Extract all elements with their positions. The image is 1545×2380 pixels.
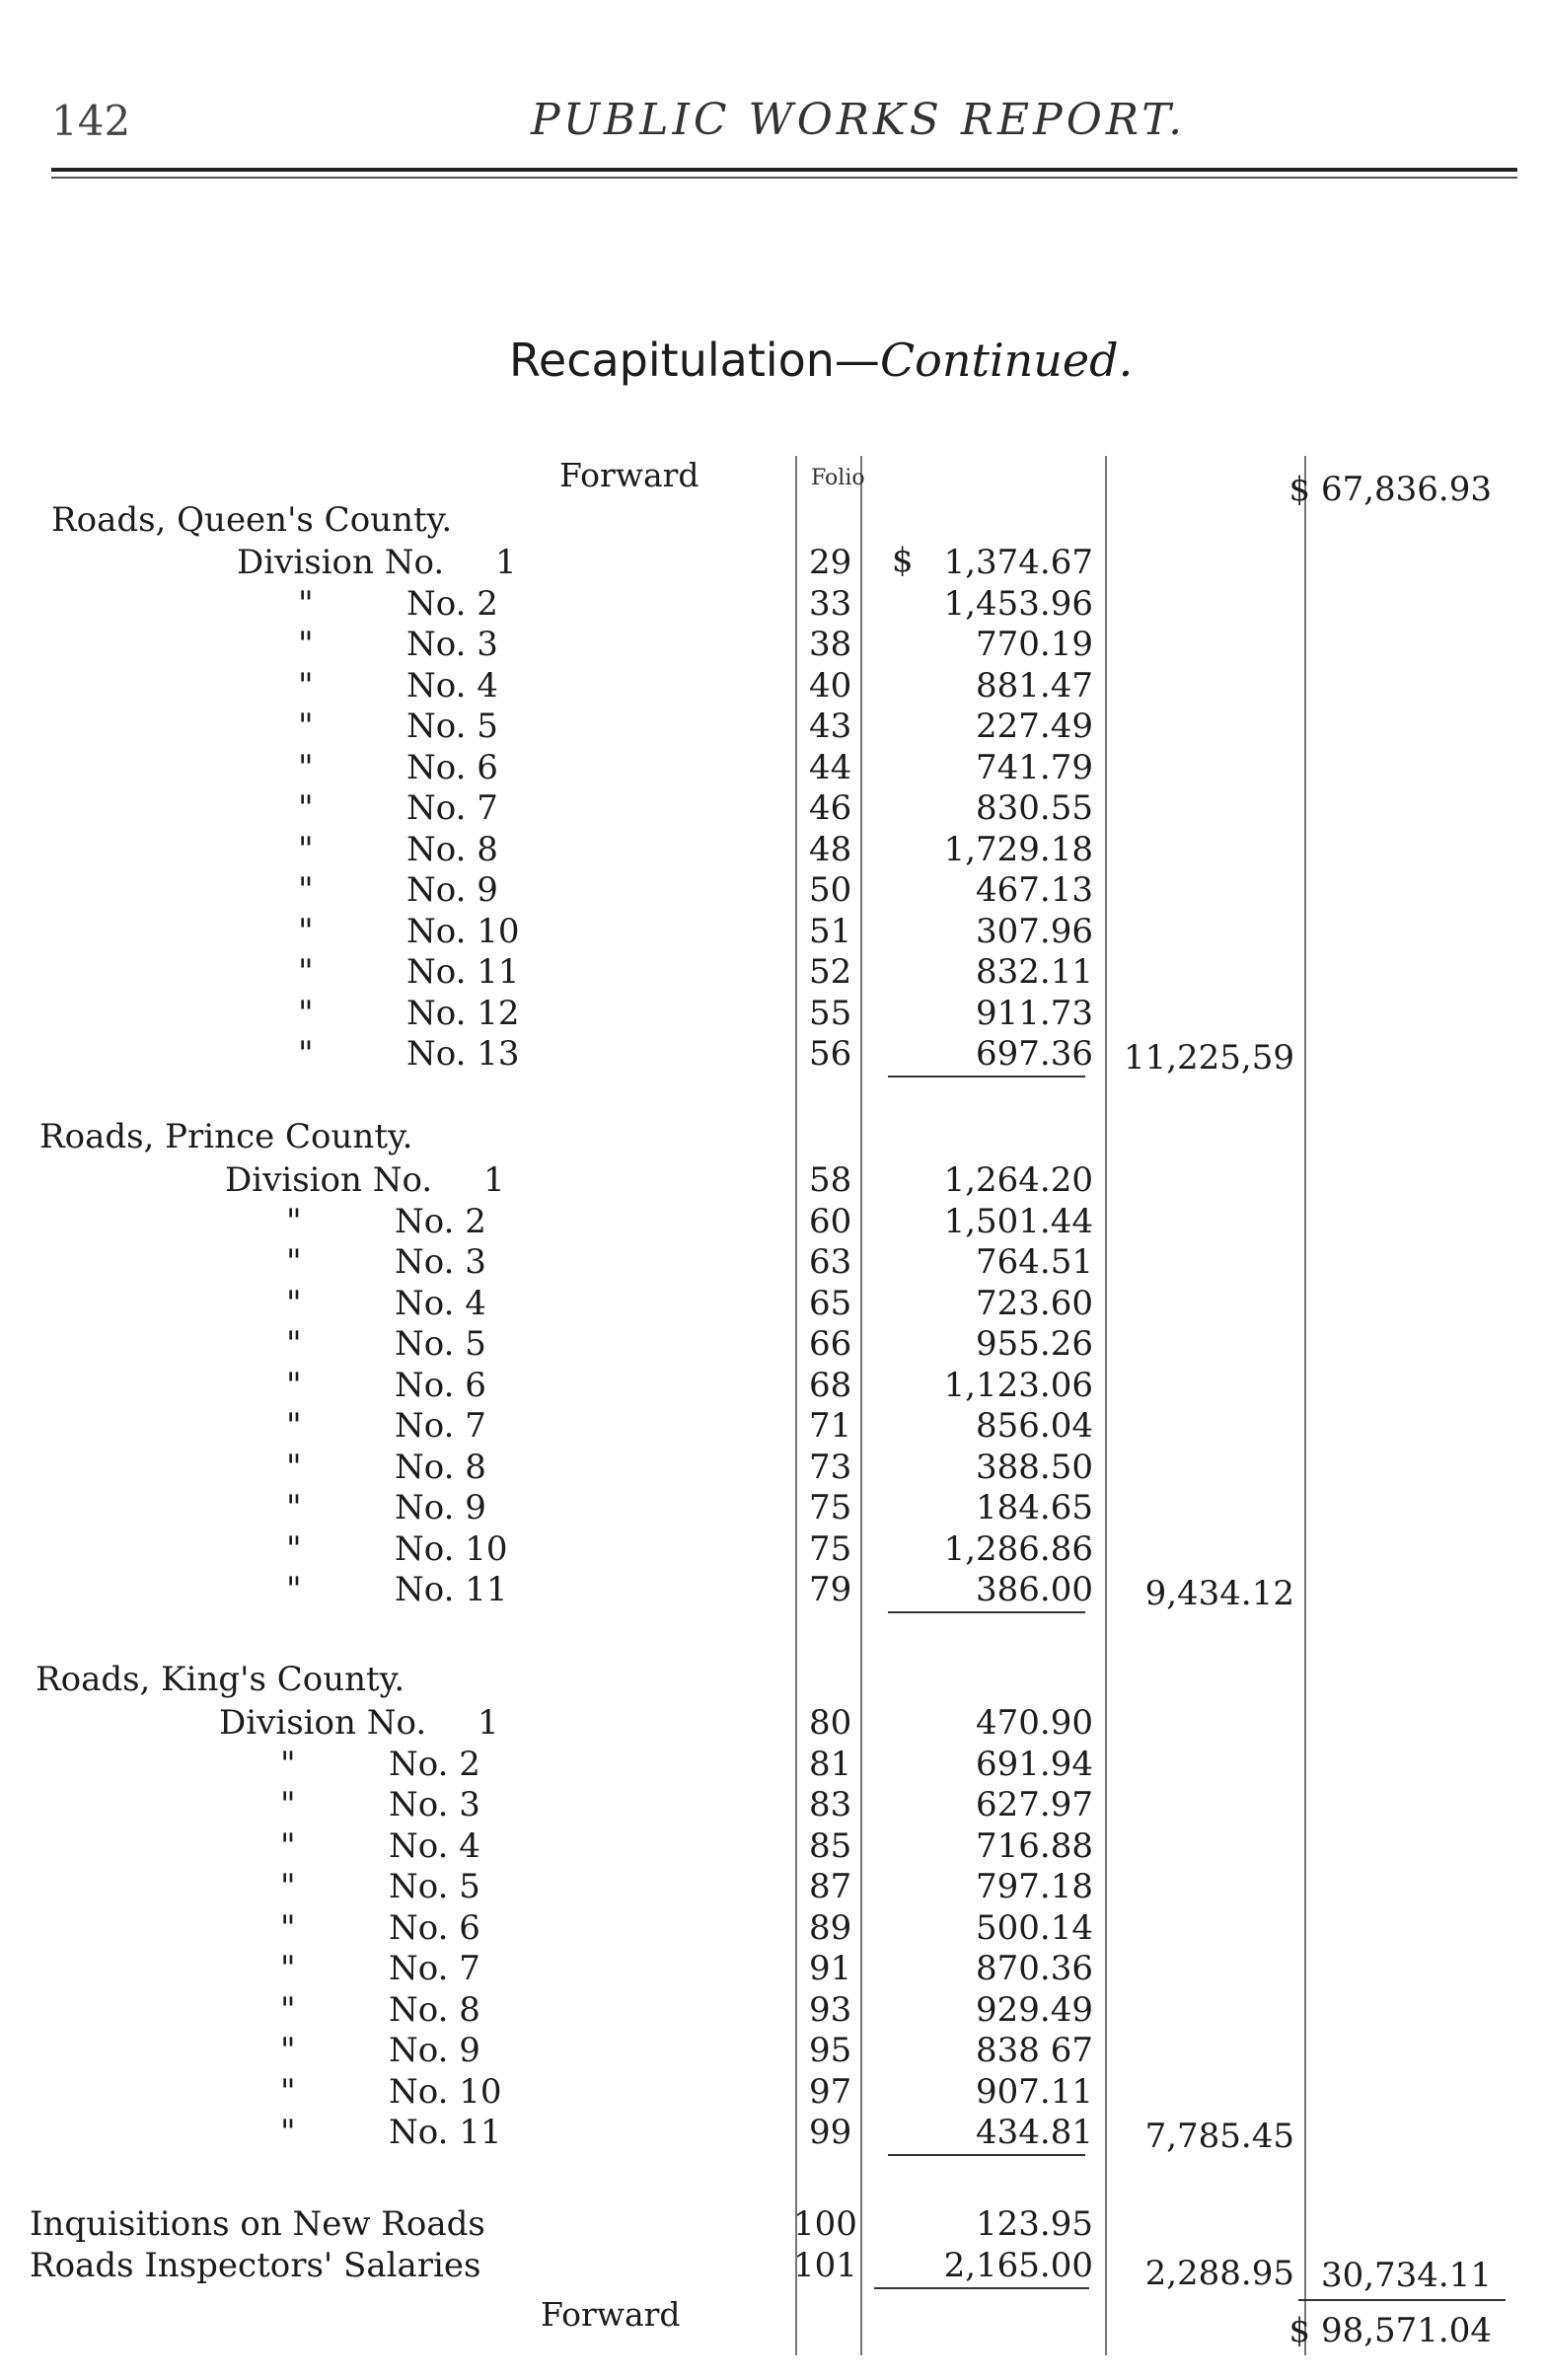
amount-subtotal-rule xyxy=(888,1076,1085,1078)
amount: 500.14 xyxy=(976,1907,1093,1948)
division-number: No. 3 xyxy=(395,1242,486,1282)
ditto-mark: " xyxy=(280,2031,296,2070)
division-label: Division No. xyxy=(237,543,445,582)
folio-number: 95 xyxy=(809,2031,852,2070)
header-rule xyxy=(51,168,1517,172)
extra-item-label: Inquisitions on New Roads xyxy=(30,2204,485,2244)
amount: 797.18 xyxy=(976,1867,1093,1906)
amount-subtotal-rule xyxy=(888,1611,1085,1613)
amount: 907.11 xyxy=(976,2071,1093,2112)
amount-column-rule xyxy=(1105,456,1107,2355)
amount: 838 67 xyxy=(976,2031,1093,2070)
ditto-mark: " xyxy=(280,1867,296,1906)
division-number: No. 8 xyxy=(395,1447,486,1487)
division-number: No. 13 xyxy=(406,1034,520,1074)
ditto-mark: " xyxy=(298,747,314,787)
division-number: No. 12 xyxy=(406,993,520,1033)
ditto-mark: " xyxy=(298,583,314,624)
division-number: No. 7 xyxy=(406,788,498,828)
amount: 911.73 xyxy=(976,993,1093,1033)
division-number: No. 4 xyxy=(389,1825,480,1866)
ditto-mark: " xyxy=(280,2113,296,2152)
section-title: Roads, Prince County. xyxy=(39,1117,413,1156)
folio-number: 29 xyxy=(809,543,852,582)
division-number: No. 2 xyxy=(389,1744,480,1784)
folio-number: 83 xyxy=(809,1785,852,1824)
amount: 723.60 xyxy=(976,1283,1093,1323)
ditto-mark: " xyxy=(280,1825,296,1866)
ditto-mark: " xyxy=(280,1907,296,1948)
folio-number: 52 xyxy=(809,952,852,992)
running-title: PUBLIC WORKS REPORT. xyxy=(531,95,1187,145)
folio-number: 38 xyxy=(809,625,852,664)
division-label: Division No. xyxy=(225,1160,433,1200)
amount: 955.26 xyxy=(976,1324,1093,1364)
division-number: No. 8 xyxy=(389,1989,480,2030)
ditto-mark: " xyxy=(298,788,314,828)
amount: 832.11 xyxy=(976,952,1093,992)
ditto-mark: " xyxy=(280,1785,296,1824)
folio-number: 99 xyxy=(809,2113,852,2152)
folio-number: 65 xyxy=(809,1283,852,1323)
amount: 1,729.18 xyxy=(943,829,1093,869)
division-label: Division No. xyxy=(219,1703,427,1743)
folio-number: 93 xyxy=(809,1989,852,2030)
division-number: No. 6 xyxy=(395,1365,486,1405)
amount: 929.49 xyxy=(976,1989,1093,2030)
folio-number: 48 xyxy=(809,829,852,869)
folio-number: 89 xyxy=(809,1907,852,1948)
final-total: $ 98,571.04 xyxy=(1288,2311,1492,2350)
folio-number: 43 xyxy=(809,707,852,746)
amount: 881.47 xyxy=(976,665,1093,706)
division-number: No. 5 xyxy=(395,1324,486,1364)
ditto-mark: " xyxy=(298,993,314,1033)
amount: 697.36 xyxy=(976,1034,1093,1074)
ditto-mark: " xyxy=(298,1034,314,1074)
ditto-mark: " xyxy=(286,1447,302,1487)
amount: 184.65 xyxy=(976,1488,1093,1527)
extras-subtotal: 2,288.95 xyxy=(1144,2254,1294,2293)
division-number: No. 9 xyxy=(389,2031,480,2070)
forward-total: $ 67,836.93 xyxy=(1288,470,1492,509)
ditto-mark: " xyxy=(286,1201,302,1241)
division-number: No. 10 xyxy=(389,2071,502,2112)
ditto-mark: " xyxy=(286,1365,302,1405)
division-number: No. 4 xyxy=(406,665,498,706)
amount: 716.88 xyxy=(976,1825,1093,1866)
division-number: 1 xyxy=(495,543,517,582)
extra-item-label: Roads Inspectors' Salaries xyxy=(30,2246,481,2285)
ditto-mark: " xyxy=(280,2071,296,2112)
folio-number: 80 xyxy=(809,1703,852,1743)
ditto-mark: " xyxy=(298,829,314,869)
amount: 388.50 xyxy=(976,1447,1093,1487)
folio-number: 91 xyxy=(809,1949,852,1988)
ditto-mark: " xyxy=(298,870,314,910)
folio-number: 46 xyxy=(809,788,852,828)
section-title: Roads, Queen's County. xyxy=(51,500,453,540)
folio-number: 33 xyxy=(809,583,852,624)
folio-number: 60 xyxy=(809,1201,852,1241)
folio-number: 79 xyxy=(809,1570,852,1609)
amount: 691.94 xyxy=(976,1744,1093,1784)
ditto-mark: " xyxy=(298,665,314,706)
division-number: No. 8 xyxy=(406,829,498,869)
folio-header: Folio xyxy=(811,466,865,490)
amount-subtotal-rule xyxy=(888,2154,1085,2156)
amount: 470.90 xyxy=(976,1703,1093,1743)
folio-number: 40 xyxy=(809,665,852,706)
section-subtotal: 7,785.45 xyxy=(1144,2117,1294,2156)
division-number: No. 9 xyxy=(406,870,498,910)
division-number: No. 5 xyxy=(406,707,498,746)
amount-subtotal-rule xyxy=(874,2287,1089,2289)
folio-number: 101 xyxy=(793,2246,857,2285)
division-number: No. 11 xyxy=(389,2113,502,2152)
amount: 467.13 xyxy=(976,870,1093,910)
section-title: Roads, King's County. xyxy=(36,1660,405,1699)
ditto-mark: " xyxy=(298,625,314,664)
amount: 386.00 xyxy=(976,1570,1093,1609)
ditto-mark: " xyxy=(280,1949,296,1988)
folio-number: 63 xyxy=(809,1242,852,1282)
section-subtotal: 9,434.12 xyxy=(1144,1574,1294,1613)
ditto-mark: " xyxy=(298,707,314,746)
division-number: No. 7 xyxy=(395,1406,486,1446)
folio-number: 56 xyxy=(809,1034,852,1074)
ditto-mark: " xyxy=(286,1406,302,1446)
amount: 1,453.96 xyxy=(943,583,1093,624)
division-number: 1 xyxy=(483,1160,505,1200)
division-number: No. 2 xyxy=(406,583,498,624)
amount: 2,165.00 xyxy=(943,2246,1093,2285)
division-number: No. 4 xyxy=(395,1283,486,1323)
amount: 870.36 xyxy=(976,1949,1093,1988)
amount: 227.49 xyxy=(976,707,1093,746)
amount: 123.95 xyxy=(976,2204,1093,2244)
forward-label: Forward xyxy=(559,456,699,494)
folio-column-rule-left xyxy=(795,456,797,2355)
folio-number: 71 xyxy=(809,1406,852,1446)
ditto-mark: " xyxy=(280,1989,296,2030)
folio-number: 73 xyxy=(809,1447,852,1487)
folio-number: 68 xyxy=(809,1365,852,1405)
folio-number: 85 xyxy=(809,1825,852,1866)
amount: 1,264.20 xyxy=(943,1160,1093,1200)
folio-number: 97 xyxy=(809,2071,852,2112)
subtotal-column-rule xyxy=(1304,456,1306,2355)
division-number: No. 6 xyxy=(406,747,498,787)
division-number: No. 7 xyxy=(389,1949,480,1988)
folio-number: 50 xyxy=(809,870,852,910)
page-number: 142 xyxy=(51,97,131,145)
ditto-mark: " xyxy=(286,1324,302,1364)
folio-number: 66 xyxy=(809,1324,852,1364)
amount: 1,286.86 xyxy=(943,1528,1093,1569)
forward-label-bottom: Forward xyxy=(541,2295,681,2334)
grand-subtotal: 30,734.11 xyxy=(1320,2256,1492,2295)
division-number: No. 5 xyxy=(389,1867,480,1906)
folio-number: 81 xyxy=(809,1744,852,1784)
ditto-mark: " xyxy=(286,1528,302,1569)
amount: 627.97 xyxy=(976,1785,1093,1824)
amount: 434.81 xyxy=(976,2113,1093,2152)
folio-number: 58 xyxy=(809,1160,852,1200)
amount: 307.96 xyxy=(976,911,1093,951)
division-number: No. 11 xyxy=(395,1570,508,1609)
division-number: No. 9 xyxy=(395,1488,486,1527)
folio-number: 55 xyxy=(809,993,852,1033)
ditto-mark: " xyxy=(286,1570,302,1609)
total-rule xyxy=(1298,2299,1506,2301)
division-number: No. 2 xyxy=(395,1201,486,1241)
folio-number: 75 xyxy=(809,1488,852,1527)
amount: 1,501.44 xyxy=(943,1201,1093,1241)
division-number: 1 xyxy=(478,1703,499,1743)
folio-number: 75 xyxy=(809,1528,852,1569)
ditto-mark: " xyxy=(286,1283,302,1323)
ditto-mark: " xyxy=(298,952,314,992)
folio-number: 87 xyxy=(809,1867,852,1906)
dollar-sign: $ xyxy=(892,541,914,580)
ditto-mark: " xyxy=(286,1242,302,1282)
ditto-mark: " xyxy=(280,1744,296,1784)
folio-number: 44 xyxy=(809,747,852,787)
section-subtotal: 11,225,59 xyxy=(1123,1038,1294,1078)
amount: 770.19 xyxy=(976,625,1093,664)
ditto-mark: " xyxy=(298,911,314,951)
amount: 1,123.06 xyxy=(943,1365,1093,1405)
amount: 764.51 xyxy=(976,1242,1093,1282)
heading-main: Recapitulation— xyxy=(509,334,880,387)
section-heading xyxy=(509,334,1133,387)
division-number: No. 10 xyxy=(406,911,520,951)
folio-column-rule-right xyxy=(860,456,862,2355)
division-number: No. 3 xyxy=(406,625,498,664)
amount: 741.79 xyxy=(976,747,1093,787)
folio-number: 100 xyxy=(793,2204,857,2244)
division-number: No. 3 xyxy=(389,1785,480,1824)
header-rule-thin xyxy=(51,177,1517,179)
division-number: No. 6 xyxy=(389,1907,480,1948)
folio-number: 51 xyxy=(809,911,852,951)
division-number: No. 10 xyxy=(395,1528,508,1569)
division-number: No. 11 xyxy=(406,952,520,992)
amount: 1,374.67 xyxy=(943,543,1093,582)
ditto-mark: " xyxy=(286,1488,302,1527)
heading-italic: Continued. xyxy=(879,334,1134,387)
amount: 856.04 xyxy=(976,1406,1093,1446)
amount: 830.55 xyxy=(976,788,1093,828)
